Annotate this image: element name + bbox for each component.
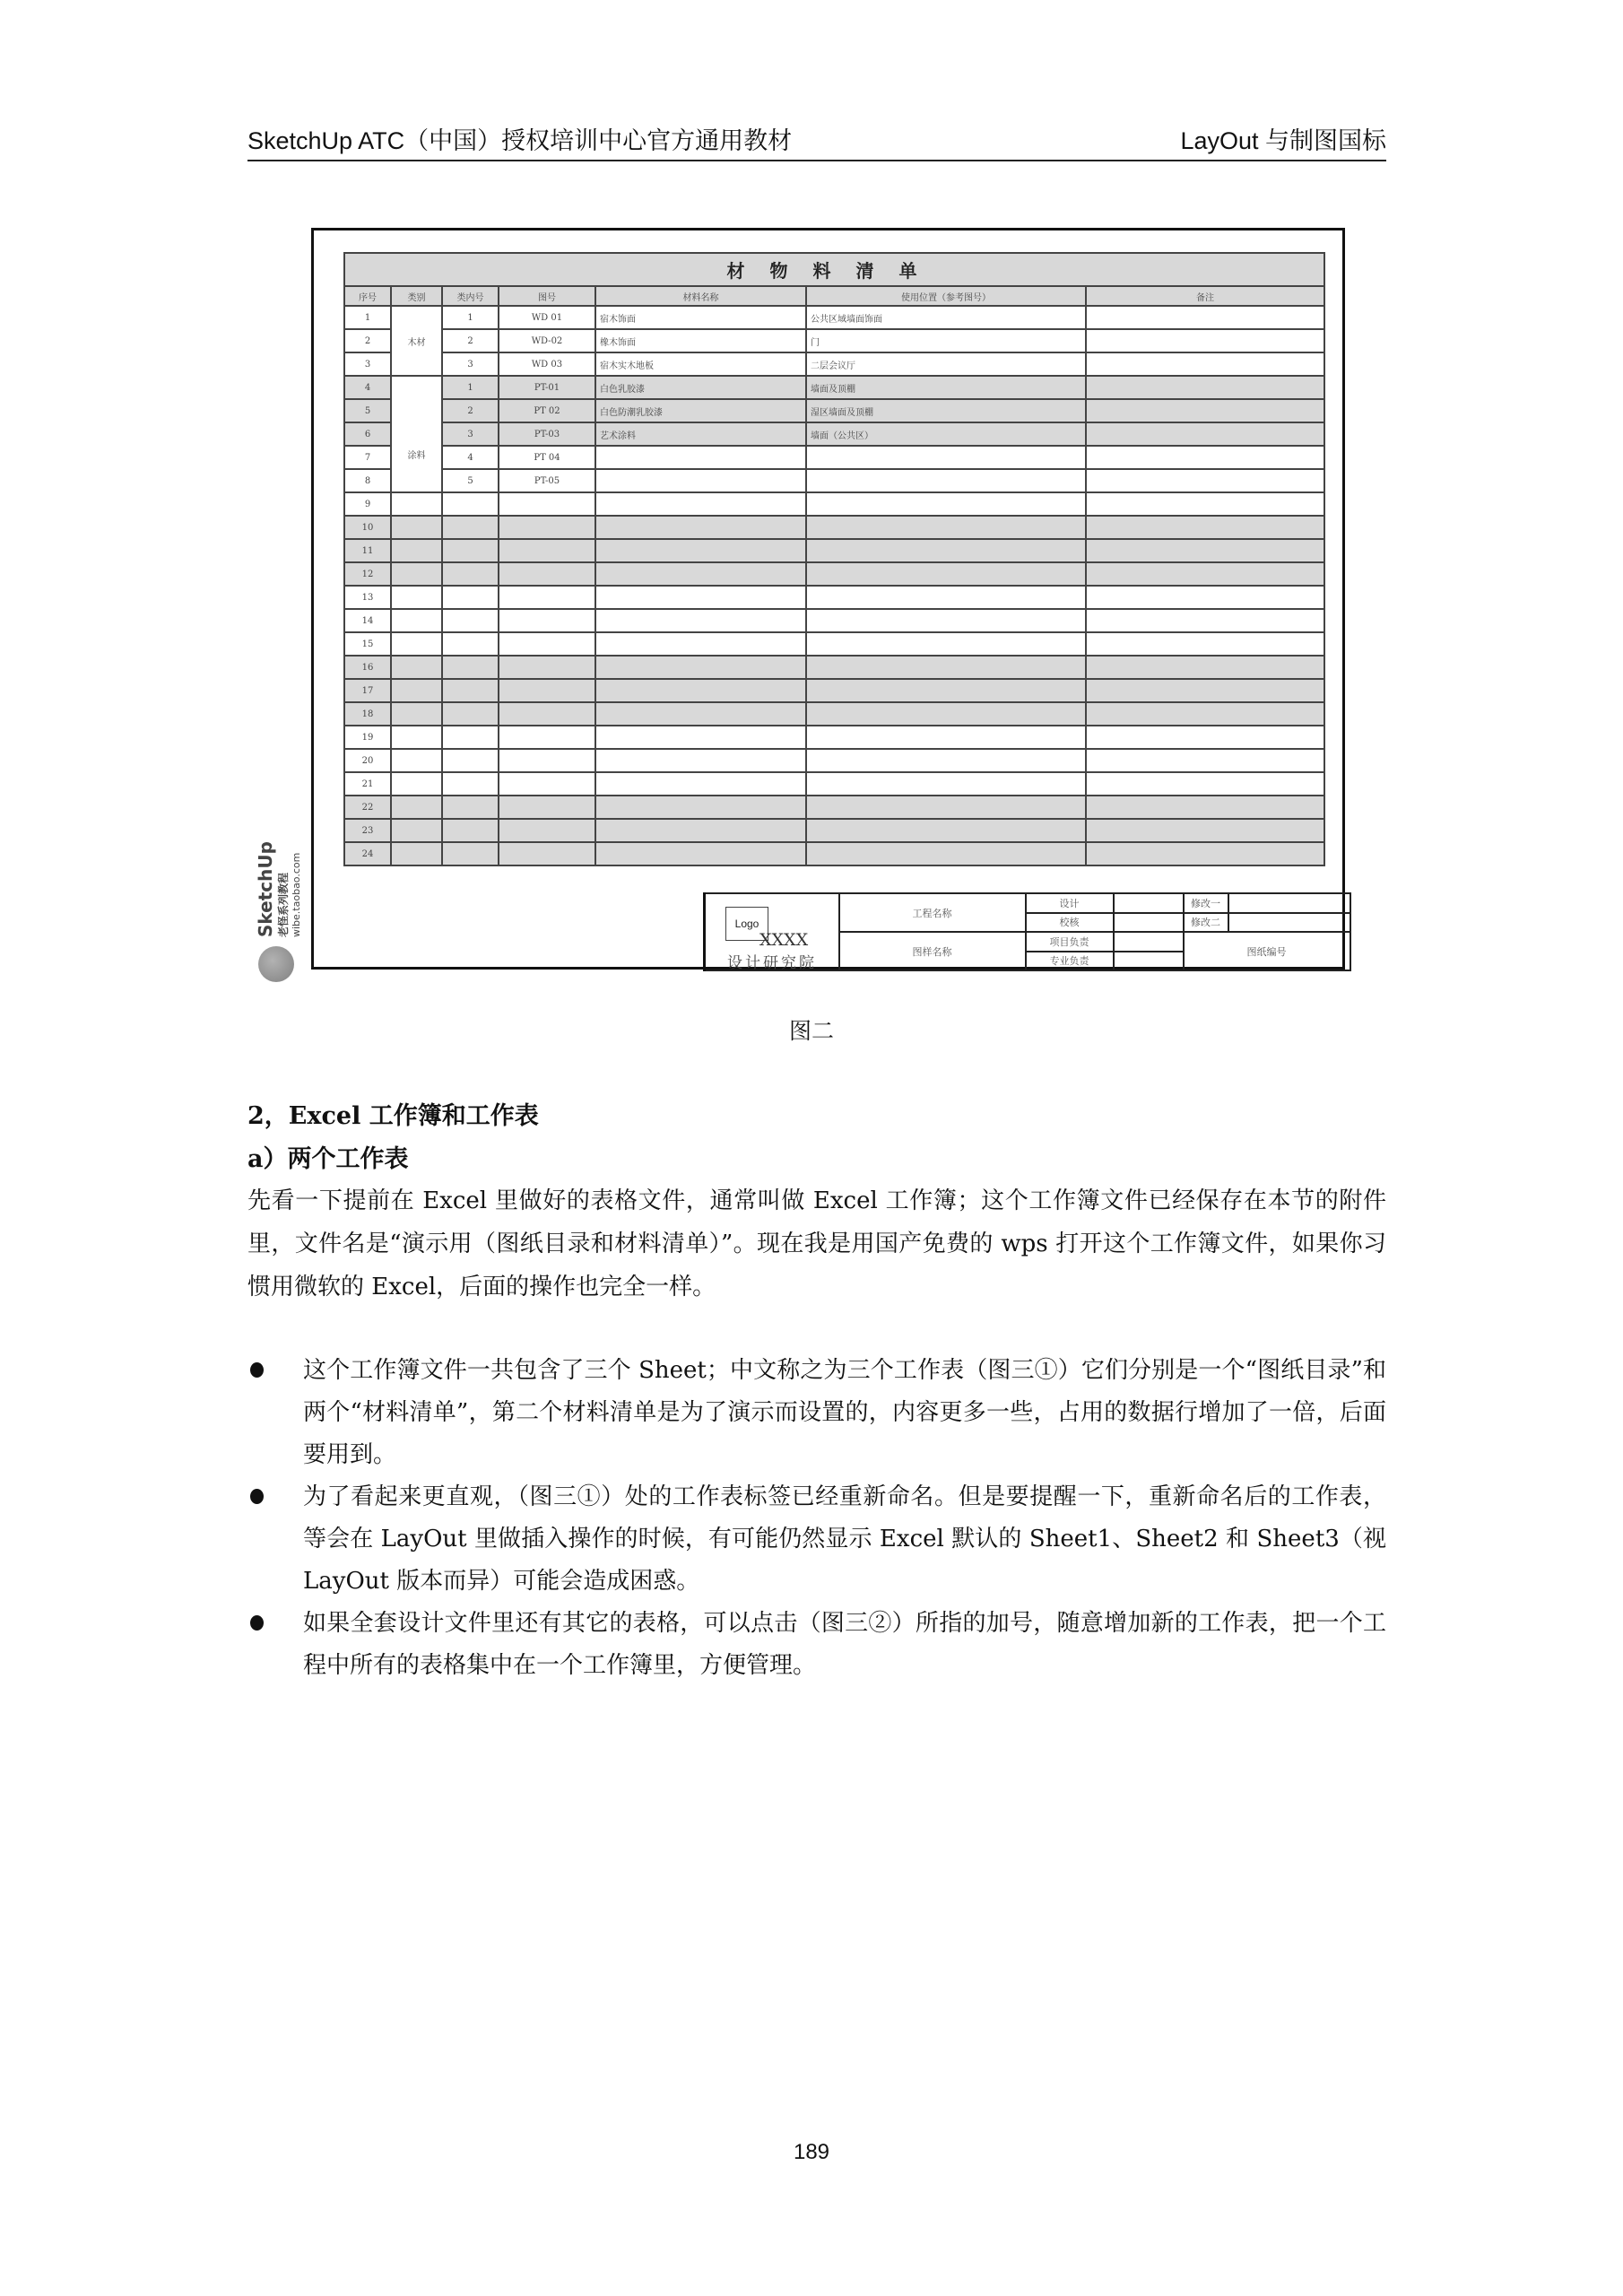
table-cell	[595, 539, 806, 562]
table-cell	[499, 539, 595, 562]
table-cell: 14	[344, 609, 391, 632]
table-body	[344, 306, 1324, 865]
table-cell: 1	[442, 306, 499, 329]
table-cell	[806, 819, 1086, 842]
table-cell: 8	[344, 469, 391, 492]
table-cell	[442, 539, 499, 562]
table-cell	[391, 609, 442, 632]
bullet-list	[247, 1350, 1386, 1687]
table-cell	[806, 586, 1086, 609]
table-cell	[806, 842, 1086, 865]
table-cell	[442, 726, 499, 749]
table-cell	[1086, 399, 1324, 422]
table-cell	[1086, 796, 1324, 819]
table-cell	[806, 632, 1086, 656]
table-cell	[595, 516, 806, 539]
table-cell: 墙面（公共区）	[806, 422, 1086, 446]
table-cell	[806, 796, 1086, 819]
table-cell	[391, 819, 442, 842]
table-cell	[806, 726, 1086, 749]
table-cell	[391, 726, 442, 749]
bullet-item	[247, 1476, 1386, 1603]
institute-subtitle: 设计研究院	[727, 954, 817, 972]
table-row	[344, 632, 1324, 656]
table-cell: 3	[442, 352, 499, 376]
bullet-icon	[250, 1615, 264, 1631]
table-cell	[442, 586, 499, 609]
table-cell	[442, 679, 499, 702]
table-row	[344, 702, 1324, 726]
table-cell	[1086, 306, 1324, 329]
section-heading: 2，Excel 工作簿和工作表	[247, 1102, 539, 1130]
table-row	[344, 539, 1324, 562]
table-cell	[499, 609, 595, 632]
table-cell	[499, 842, 595, 865]
table-cell	[806, 702, 1086, 726]
table-cell: 门	[806, 329, 1086, 352]
table-cell: 2	[442, 399, 499, 422]
column-header: 类别	[391, 286, 442, 306]
check-label: 校核	[1026, 913, 1114, 933]
table-cell	[1086, 772, 1324, 796]
watermark-url: wibe.taobao.com	[291, 852, 302, 937]
table-cell	[499, 819, 595, 842]
table-cell: PT 04	[499, 446, 595, 469]
institute-cell	[705, 893, 839, 970]
table-cell: 公共区域墙面饰面	[806, 306, 1086, 329]
table-cell	[442, 656, 499, 679]
drawing-name-label: 图样名称	[839, 932, 1026, 970]
table-cell	[595, 749, 806, 772]
table-row	[344, 352, 1324, 376]
table-cell	[595, 586, 806, 609]
table-row	[344, 656, 1324, 679]
table-cell: 3	[344, 352, 391, 376]
table-cell	[442, 772, 499, 796]
table-cell: 1	[442, 376, 499, 399]
table-cell: 24	[344, 842, 391, 865]
table-cell	[1086, 842, 1324, 865]
table-cell	[806, 469, 1086, 492]
table-cell	[595, 702, 806, 726]
table-cell: 5	[344, 399, 391, 422]
project-lead-label: 项目负责	[1026, 932, 1114, 952]
table-cell: 2	[442, 329, 499, 352]
table-cell	[499, 516, 595, 539]
category-cell: 涂料	[391, 376, 442, 492]
rev2-value	[1228, 913, 1350, 933]
table-cell: 16	[344, 656, 391, 679]
table-row	[344, 492, 1324, 516]
table-cell: 6	[344, 422, 391, 446]
column-header: 备注	[1086, 286, 1324, 306]
table-row	[344, 306, 1324, 329]
table-cell: PT-05	[499, 469, 595, 492]
bullet-text: 为了看起来更直观，（图三①）处的工作表标签已经重新命名。但是要提醒一下，重新命名后的工作表，等会在 LayOut 里做插入操作的时候，有可能仍然显示 Excel 默认的 Sheet1、Sheet2 和 Sheet3（视 LayOut 版本而异）可能会造成困惑。	[303, 1483, 1386, 1595]
table-row	[344, 679, 1324, 702]
table-cell	[1086, 469, 1324, 492]
table-cell	[595, 632, 806, 656]
table-cell	[442, 609, 499, 632]
table-cell	[806, 539, 1086, 562]
table-cell	[391, 796, 442, 819]
check-value	[1114, 913, 1184, 933]
discipline-lead-value	[1114, 952, 1184, 971]
table-row	[344, 329, 1324, 352]
table-cell	[391, 749, 442, 772]
table-cell	[391, 516, 442, 539]
table-cell: WD 03	[499, 352, 595, 376]
column-header: 图号	[499, 286, 595, 306]
table-cell	[806, 516, 1086, 539]
table-cell	[442, 632, 499, 656]
table-cell	[1086, 492, 1324, 516]
table-cell	[1086, 446, 1324, 469]
bullet-text: 这个工作簿文件一共包含了三个 Sheet；中文称之为三个工作表（图三①）它们分别是一个“图纸目录”和两个“材料清单”，第二个材料清单是为了演示而设置的，内容更多一些，占用的数据行增加了一倍，后面要用到。	[303, 1357, 1386, 1468]
table-cell	[595, 469, 806, 492]
running-header-left: SketchUp ATC（中国）授权培训中心官方通用教材	[247, 127, 793, 154]
table-cell	[499, 656, 595, 679]
table-cell: 23	[344, 819, 391, 842]
table-cell: 艺术涂料	[595, 422, 806, 446]
table-cell	[442, 702, 499, 726]
table-cell	[806, 492, 1086, 516]
table-row	[344, 376, 1324, 399]
table-cell: 宿木饰面	[595, 306, 806, 329]
table-row	[344, 609, 1324, 632]
table-title: 材物料清单	[344, 253, 1324, 286]
table-cell	[806, 609, 1086, 632]
institute-name: XXXX	[759, 930, 809, 950]
table-row	[344, 516, 1324, 539]
table-cell	[595, 609, 806, 632]
table-row	[344, 772, 1324, 796]
running-header	[247, 124, 1386, 161]
drawing-number-label: 图纸编号	[1184, 932, 1350, 970]
table-cell	[595, 772, 806, 796]
table-cell	[595, 492, 806, 516]
table-cell	[806, 656, 1086, 679]
table-row	[344, 586, 1324, 609]
table-cell	[391, 562, 442, 586]
running-header-right: LayOut 与制图国标	[1180, 127, 1386, 154]
table-cell	[806, 679, 1086, 702]
table-cell: 18	[344, 702, 391, 726]
table-cell	[806, 749, 1086, 772]
table-cell: 二层会议厅	[806, 352, 1086, 376]
table-cell	[391, 632, 442, 656]
table-cell	[442, 492, 499, 516]
table-cell	[499, 562, 595, 586]
table-cell	[391, 539, 442, 562]
table-row	[344, 469, 1324, 492]
table-cell: 墙面及顶棚	[806, 376, 1086, 399]
table-cell: 10	[344, 516, 391, 539]
table-cell	[1086, 656, 1324, 679]
table-cell	[595, 446, 806, 469]
bullet-icon	[250, 1489, 264, 1504]
design-label: 设计	[1026, 893, 1114, 913]
table-row	[344, 562, 1324, 586]
table-cell	[1086, 632, 1324, 656]
table-cell	[391, 492, 442, 516]
design-value	[1114, 893, 1184, 913]
table-row	[344, 842, 1324, 865]
bullet-item	[247, 1350, 1386, 1476]
table-cell: 橡木饰面	[595, 329, 806, 352]
column-header: 使用位置（参考图号）	[806, 286, 1086, 306]
table-cell	[806, 446, 1086, 469]
table-cell: 3	[442, 422, 499, 446]
table-cell	[595, 726, 806, 749]
bullet-text: 如果全套设计文件里还有其它的表格，可以点击（图三②）所指的加号，随意增加新的工作表，把一个工程中所有的表格集中在一个工作簿里，方便管理。	[303, 1610, 1386, 1679]
logo-placeholder: Logo	[725, 907, 768, 941]
table-cell: WD-02	[499, 329, 595, 352]
page-number: 189	[793, 2140, 830, 2164]
rev2-label: 修改二	[1184, 913, 1228, 933]
mascot-icon	[258, 946, 294, 982]
table-cell	[1086, 516, 1324, 539]
table-cell: 宿木实木地板	[595, 352, 806, 376]
table-cell	[499, 702, 595, 726]
watermark-text	[255, 785, 308, 937]
title-block	[703, 892, 1351, 971]
table-cell: 11	[344, 539, 391, 562]
table-cell: 20	[344, 749, 391, 772]
table-cell	[499, 772, 595, 796]
table-cell	[442, 819, 499, 842]
discipline-lead-label: 专业负责	[1026, 952, 1114, 971]
table-cell	[499, 679, 595, 702]
material-list-table	[343, 252, 1325, 866]
watermark	[255, 830, 308, 982]
table-cell	[442, 516, 499, 539]
bullet-icon	[250, 1362, 264, 1378]
table-cell	[1086, 819, 1324, 842]
table-cell: 2	[344, 329, 391, 352]
table-cell	[1086, 749, 1324, 772]
table-cell: 13	[344, 586, 391, 609]
table-cell	[1086, 562, 1324, 586]
table-cell: 4	[442, 446, 499, 469]
column-header: 序号	[344, 286, 391, 306]
table-cell	[391, 656, 442, 679]
table-cell	[1086, 702, 1324, 726]
table-cell	[499, 726, 595, 749]
table-cell	[1086, 679, 1324, 702]
table-cell	[499, 632, 595, 656]
table-cell: 5	[442, 469, 499, 492]
column-header: 类内号	[442, 286, 499, 306]
table-cell	[499, 796, 595, 819]
table-cell	[391, 842, 442, 865]
table-cell	[442, 842, 499, 865]
table-cell: PT-03	[499, 422, 595, 446]
table-cell	[1086, 376, 1324, 399]
table-cell: 12	[344, 562, 391, 586]
table-row	[344, 422, 1324, 446]
table-cell: 15	[344, 632, 391, 656]
intro-paragraph: 先看一下提前在 Excel 里做好的表格文件，通常叫做 Excel 工作簿；这个工作簿文件已经保存在本节的附件里，文件名是“演示用（图纸目录和材料清单）”。现在我是用国产免费的 wps 打开这个工作簿文件，如果你习惯用微软的 Excel，后面的操作也完全一样。	[247, 1187, 1386, 1300]
table-cell	[595, 562, 806, 586]
table-row	[344, 819, 1324, 842]
table-row	[344, 749, 1324, 772]
table-row	[344, 446, 1324, 469]
figure-caption: 图二	[788, 1018, 834, 1044]
table-cell: 22	[344, 796, 391, 819]
table-cell: 9	[344, 492, 391, 516]
table-cell	[391, 702, 442, 726]
section-subheading: a）两个工作表	[247, 1145, 409, 1173]
table-cell: PT-01	[499, 376, 595, 399]
table-cell: 白色乳胶漆	[595, 376, 806, 399]
table-cell	[1086, 539, 1324, 562]
table-cell	[806, 562, 1086, 586]
table-cell	[1086, 726, 1324, 749]
table-row	[344, 796, 1324, 819]
table-cell: 4	[344, 376, 391, 399]
table-cell	[1086, 352, 1324, 376]
table-cell	[499, 586, 595, 609]
table-cell: 19	[344, 726, 391, 749]
table-cell: 7	[344, 446, 391, 469]
table-cell	[442, 562, 499, 586]
rev1-label: 修改一	[1184, 893, 1228, 913]
watermark-series: 老怪系列教程	[277, 872, 290, 937]
table-cell	[1086, 329, 1324, 352]
table-cell	[391, 586, 442, 609]
table-row	[344, 399, 1324, 422]
table-cell	[595, 796, 806, 819]
table-cell	[391, 679, 442, 702]
table-cell	[1086, 586, 1324, 609]
project-lead-value	[1114, 932, 1184, 952]
table-cell	[499, 492, 595, 516]
table-cell	[499, 749, 595, 772]
table-cell: 白色防潮乳胶漆	[595, 399, 806, 422]
table-cell	[806, 772, 1086, 796]
table-cell	[442, 749, 499, 772]
table-cell	[391, 772, 442, 796]
table-cell: PT 02	[499, 399, 595, 422]
project-name-label: 工程名称	[839, 893, 1026, 932]
table-cell	[1086, 422, 1324, 446]
table-cell	[1086, 609, 1324, 632]
rev1-value	[1228, 893, 1350, 913]
table-cell: 湿区墙面及顶棚	[806, 399, 1086, 422]
table-cell: 21	[344, 772, 391, 796]
column-header: 材料名称	[595, 286, 806, 306]
table-cell: 1	[344, 306, 391, 329]
table-cell	[595, 679, 806, 702]
table-row	[344, 726, 1324, 749]
table-cell	[595, 656, 806, 679]
category-cell: 木材	[391, 306, 442, 376]
table-cell	[442, 796, 499, 819]
table-cell: WD 01	[499, 306, 595, 329]
table-cell	[595, 819, 806, 842]
table-cell	[595, 842, 806, 865]
table-cell: 17	[344, 679, 391, 702]
bullet-item	[247, 1603, 1386, 1687]
watermark-brand: SketchUp	[255, 841, 276, 937]
